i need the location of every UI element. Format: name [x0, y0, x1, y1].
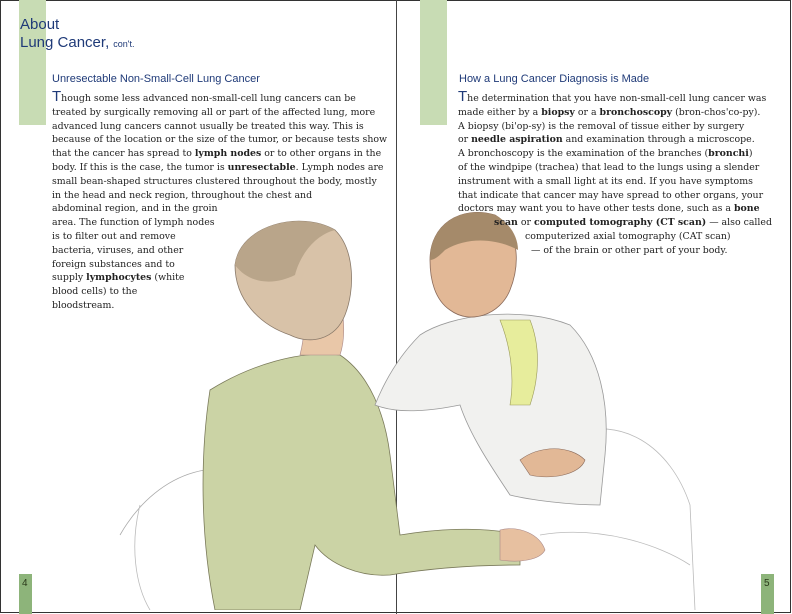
right-body-line	[458, 133, 772, 147]
left-text-run: bloodstream.	[52, 299, 115, 311]
left-text-run: is to filter out and remove	[52, 230, 176, 242]
right-text-run: )	[748, 148, 753, 160]
left-text-run: foreign substances and to	[52, 258, 175, 270]
right-body-line	[458, 216, 772, 230]
left-body-line	[52, 244, 387, 258]
right-term: bronchoscopy	[599, 106, 673, 118]
right-body-line	[458, 230, 772, 244]
right-term: bronchi	[708, 148, 749, 160]
left-text-run: blood cells) to the	[52, 286, 138, 298]
right-top-tab	[420, 0, 447, 125]
header-line1: About	[20, 16, 60, 33]
left-text-run: . Lymph nodes are	[295, 161, 384, 173]
right-body-line	[458, 88, 772, 106]
left-text-run: area. The function of lymph nodes	[52, 217, 215, 229]
left-body-text	[52, 88, 388, 313]
header-line2-text: Lung Cancer,	[20, 34, 110, 51]
left-text-run: body. If this is the case, the tumor is	[52, 161, 228, 173]
left-text-run: hough some less advanced non-small-cell lung cancers can be	[61, 93, 356, 104]
right-text-run: and examination through a microscope.	[562, 134, 755, 146]
left-text-run: bacteria, viruses, and other	[52, 244, 184, 256]
left-text-run: treated by surgically removing all or part of the affected lung, more	[52, 106, 376, 118]
right-text-run: (bron-chos'co-py).	[672, 106, 761, 118]
right-body-line	[458, 189, 772, 203]
left-body-line	[52, 120, 387, 134]
right-text-run: — also called	[706, 217, 772, 229]
right-text-run: he determination that you have non-small-cell lung cancer was	[467, 93, 767, 104]
left-text-run: or to other organs in the	[261, 148, 382, 160]
right-body-line	[458, 106, 772, 120]
page-number-left: 4	[22, 578, 28, 589]
right-term: computed tomography (CT scan)	[533, 217, 707, 229]
right-text-run: of the windpipe (trachea) that lead to the lungs using a slender	[458, 161, 760, 173]
right-term: needle aspiration	[471, 134, 563, 146]
right-body-line	[458, 147, 772, 161]
left-text-run: that the cancer has spread to	[52, 148, 195, 160]
left-body-line	[52, 216, 387, 230]
right-term: biopsy	[541, 106, 575, 118]
left-body-line	[52, 161, 387, 175]
header-line2	[20, 34, 134, 53]
right-text-run: or	[458, 134, 472, 146]
right-body-line	[458, 244, 772, 258]
left-body-line	[52, 258, 387, 272]
left-body-line	[52, 285, 387, 299]
left-dropcap: T	[52, 88, 62, 105]
right-body-line	[458, 120, 772, 134]
left-body-line	[52, 88, 387, 106]
left-section-title: Unresectable Non-Small-Cell Lung Cancer	[52, 73, 260, 85]
right-text-run: or	[517, 217, 534, 229]
left-body-line	[52, 230, 387, 244]
left-body-line	[52, 202, 387, 216]
header-continued: con't.	[113, 39, 135, 49]
left-body-line	[52, 175, 387, 189]
right-text-run: A biopsy (bi'op-sy) is the removal of tissue either by surgery	[458, 120, 745, 132]
right-text-run: doctors may want you to have other tests done, such as a	[458, 203, 734, 215]
right-body-text	[458, 88, 772, 258]
left-term: lymph nodes	[194, 148, 262, 160]
left-text-run: supply	[52, 272, 87, 284]
left-body-line	[52, 133, 387, 147]
left-body-line	[52, 189, 387, 203]
right-text-run: or a	[574, 106, 600, 118]
left-term: lymphocytes	[86, 272, 152, 284]
right-text-run: A bronchoscopy is the examination of the branches (	[458, 148, 709, 160]
left-text-run: because of the location or the size of the tumor, or because tests show	[52, 134, 388, 146]
right-section-title: How a Lung Cancer Diagnosis is Made	[459, 73, 650, 85]
right-term: scan	[494, 217, 518, 229]
left-text-run: abdominal region, and in the groin	[52, 203, 218, 215]
left-text-run: (white	[151, 272, 185, 284]
left-body-line	[52, 271, 387, 285]
left-body-line	[52, 106, 387, 120]
right-term: bone	[733, 203, 760, 215]
right-text-run: computerized axial tomography (CAT scan)	[525, 230, 731, 242]
right-body-line	[458, 202, 772, 216]
right-dropcap: T	[458, 88, 468, 105]
left-text-run: advanced lung cancers cannot usually be treated this way. This is	[52, 120, 364, 132]
left-body-line	[52, 299, 387, 313]
page-number-right: 5	[764, 578, 770, 589]
right-body-line	[458, 161, 772, 175]
left-text-run: small bean-shaped structures clustered throughout the body, mostly	[52, 175, 377, 187]
left-term: unresectable	[227, 161, 296, 173]
right-text-run: that indicate that cancer may have spread to other organs, your	[458, 189, 764, 201]
chapter-header	[20, 16, 134, 53]
right-text-run: made either by a	[458, 106, 542, 118]
left-text-run: in the head and neck region, throughout the chest and	[52, 189, 313, 201]
left-body-line	[52, 147, 387, 161]
right-body-line	[458, 175, 772, 189]
right-text-run: instrument with a small light at its end. If you have symptoms	[458, 175, 753, 187]
right-text-run: — of the brain or other part of your body.	[531, 244, 728, 256]
